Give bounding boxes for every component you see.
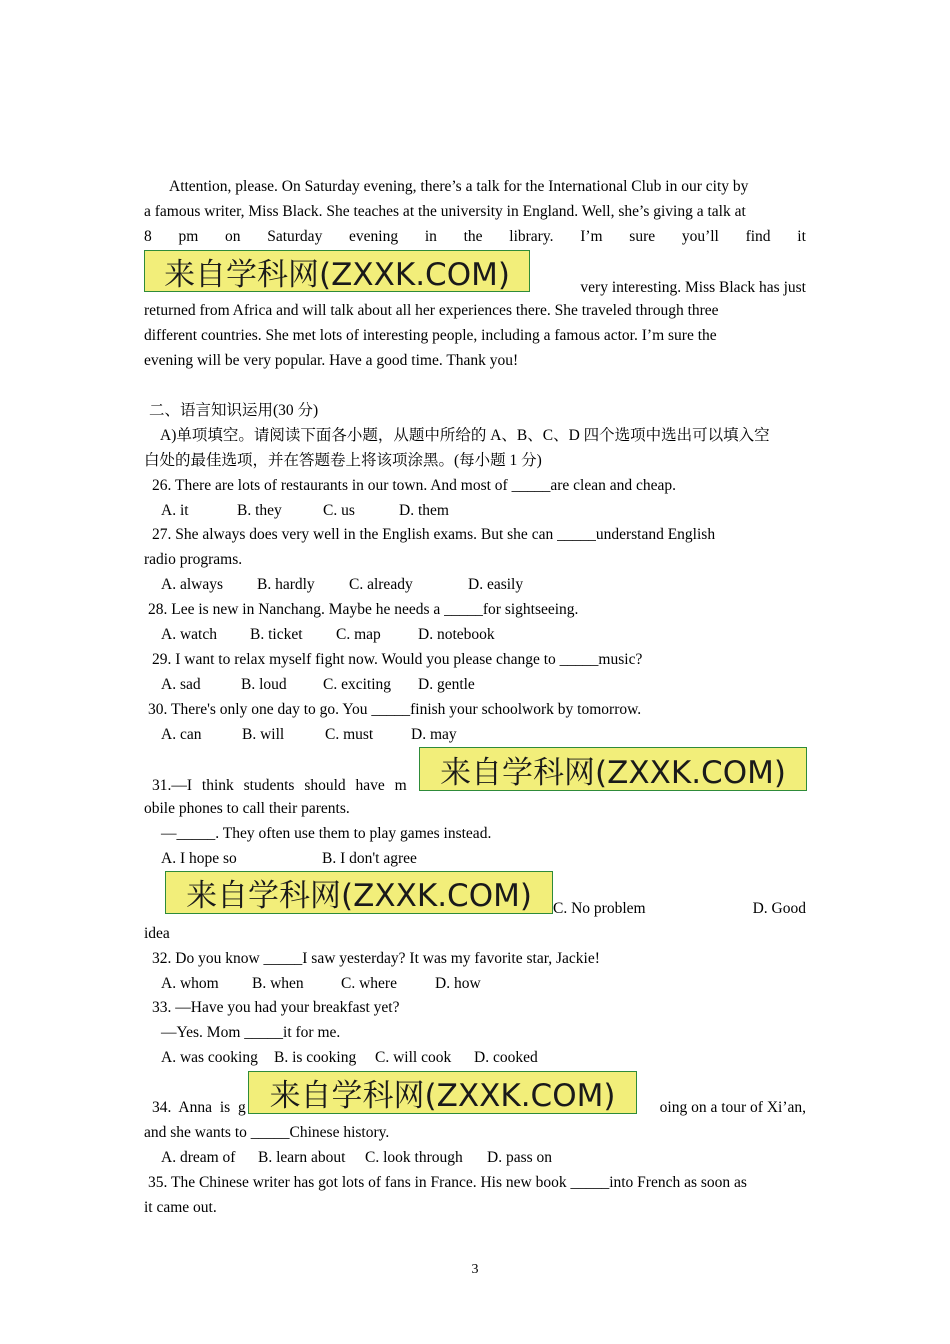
section-title: 二、语言知识运用(30 分) — [149, 402, 319, 419]
passage-line-4-tail: very interesting. Miss Black has just — [580, 279, 806, 296]
question-31-reply: —_____. They often use them to play games instead. — [161, 825, 492, 842]
question-26-options: A. it B. they C. us D. them — [161, 502, 449, 519]
passage-line-1: Attention, please. On Saturday evening, there’s a talk for the International Club in our city by — [169, 178, 749, 195]
question-35-stem: 35. The Chinese writer has got lots of fans in France. His new book _____into French as soon as — [148, 1174, 747, 1191]
question-31-stem-cont: obile phones to call their parents. — [144, 800, 350, 817]
question-32-stem: 32. Do you know _____I saw yesterday? It was my favorite star, Jackie! — [152, 950, 600, 967]
question-27-options: A. always B. hardly C. already D. easily — [161, 576, 524, 593]
watermark-logo: 来自学科网(ZXXK.COM) — [419, 747, 807, 791]
question-31-options-cd: C. No problem D. Good — [553, 900, 806, 917]
question-33-stem: 33. —Have you had your breakfast yet? — [152, 999, 400, 1016]
question-28-stem: 28. Lee is new in Nanchang. Maybe he needs a _____for sightseeing. — [148, 601, 579, 618]
question-34-stem-tail: oing on a tour of Xi’an, — [659, 1099, 806, 1116]
page-number: 3 — [471, 1262, 479, 1277]
passage-line-2: a famous writer, Miss Black. She teaches at the university in England. Well, she’s giving a talk at — [144, 203, 746, 220]
question-34-stem-head: 34. Anna is g — [152, 1099, 246, 1116]
question-31-option-d-cont: idea — [144, 925, 170, 942]
question-33-options: A. was cooking B. is cooking C. will cook D. cooked — [161, 1049, 538, 1066]
question-31-options-ab: A. I hope so B. I don't agree — [161, 850, 417, 867]
question-32-options: A. whom B. when C. where D. how — [161, 975, 481, 992]
question-26-stem: 26. There are lots of restaurants in our town. And most of _____are clean and cheap. — [152, 477, 676, 494]
question-30-stem: 30. There's only one day to go. You _____finish your schoolwork by tomorrow. — [148, 701, 642, 718]
question-28-options: A. watch B. ticket C. map D. notebook — [161, 626, 495, 643]
question-29-stem: 29. I want to relax myself fight now. Would you please change to _____music? — [152, 651, 643, 668]
section-instruction-2: 白处的最佳选项，并在答题卷上将该项涂黑。(每小题 1 分) — [144, 452, 542, 469]
watermark-logo: 来自学科网(ZXXK.COM) — [144, 250, 530, 292]
watermark-logo: 来自学科网(ZXXK.COM) — [248, 1071, 637, 1114]
section-instruction-1: A)单项填空。请阅读下面各小题，从题中所给的 A、B、C、D 四个选项中选出可以填入空 — [160, 427, 770, 444]
watermark-logo: 来自学科网(ZXXK.COM) — [165, 871, 553, 914]
question-34-stem-cont: and she wants to _____Chinese history. — [144, 1124, 390, 1141]
passage-line-7: evening will be very popular. Have a good time. Thank you! — [144, 352, 519, 369]
question-27-stem-cont: radio programs. — [144, 551, 243, 568]
passage-line-6: different countries. She met lots of interesting people, including a famous actor. I’m sure the — [144, 327, 717, 344]
question-35-stem-cont: it came out. — [144, 1199, 217, 1216]
passage-line-5: returned from Africa and will talk about all her experiences there. She traveled through three — [144, 302, 719, 319]
question-29-options: A. sad B. loud C. exciting D. gentle — [161, 676, 475, 693]
question-31-stem-head: 31.—I think students should have m — [152, 777, 407, 794]
question-30-options: A. can B. will C. must D. may — [161, 726, 457, 743]
question-27-stem: 27. She always does very well in the English exams. But she can _____understand English — [152, 526, 716, 543]
question-33-reply: —Yes. Mom _____it for me. — [161, 1024, 341, 1041]
passage-line-3: 8 pm on Saturday evening in the library. I’m sure you’ll find it — [144, 228, 806, 245]
question-34-options: A. dream of B. learn about C. look through D. pass on — [161, 1149, 553, 1166]
